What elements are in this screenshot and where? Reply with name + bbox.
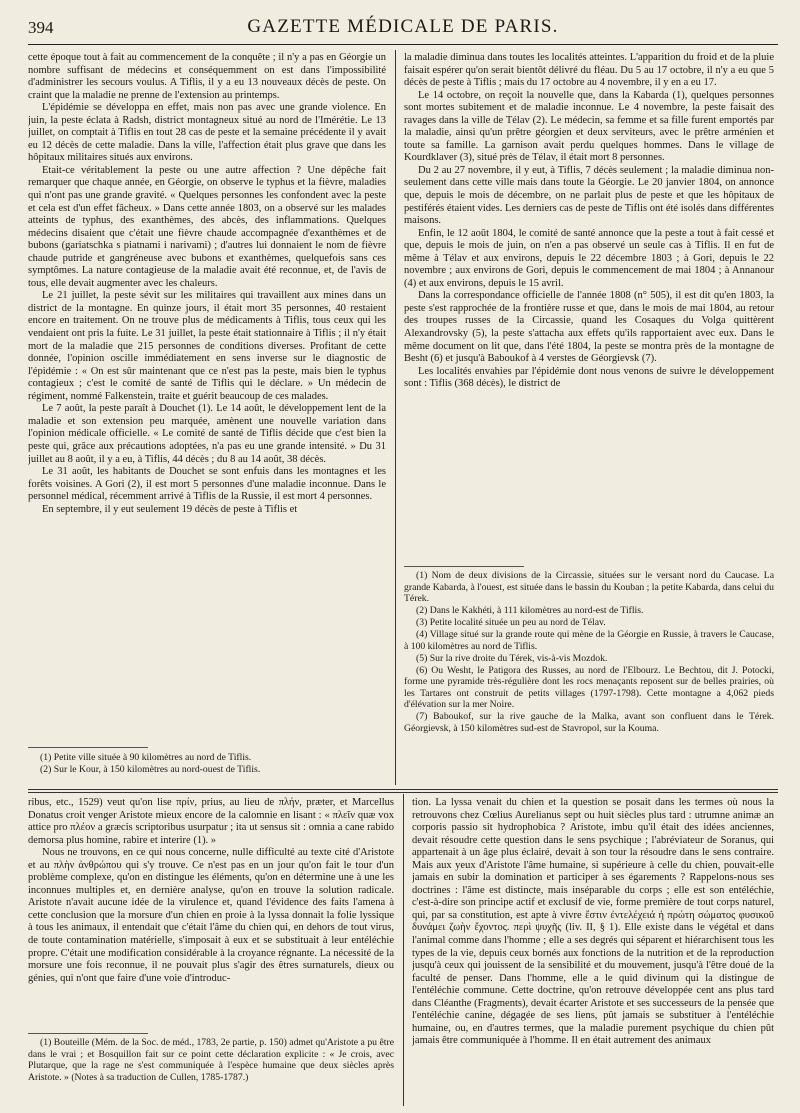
page-number: 394 — [28, 18, 54, 37]
paragraph: la maladie diminua dans toutes les localités atteintes. L'apparition du froid et de la pluie faisait espérer qu'on serait bientôt délivré du fléau. Du 5 au 17 octobre, il n'y a eu que 5 décès de peste à Tiflis ; mais du 17 octobre au 4 novembre, il y en a eu 17. — [404, 52, 774, 89]
top-left-column — [28, 52, 386, 740]
paragraph: En septembre, il y eut seulement 19 décès de peste à Tiflis et — [42, 503, 298, 515]
column-divider — [395, 50, 396, 785]
paragraph: L'épidémie se développa en effet, mais non pas avec une grande violence. En juin, la peste éclata à Radsh, district montagneux situé au nord de l'Imérétie. Le 13 juillet, on comptait à Tiflis en tout 28 cas de peste et la semaine précédente il y avait eu 12 décès de cette maladie. Dans la ville, l'affection était plus grave que dans les hôpitaux militaires situés aux environs. — [28, 102, 386, 164]
footnote: (4) Village situé sur la grande route qui mène de la Géorgie en Russie, à travers le Caucase, à 100 kilomètres au nord de Tiflis. — [404, 629, 774, 652]
paragraph: Les localités envahies par l'épidémie dont nous venons de suivre le développement sont : Tiflis (368 décès), le district de — [404, 365, 774, 390]
column-divider — [403, 794, 404, 1106]
paragraph: Dans la correspondance officielle de l'année 1808 (n° 505), il est dit qu'en 1803, la peste s'est rapprochée de la frontière russe et que, dans le mois de mai 1804, au retour des troupes russes de la Circassie, quand les Cosaques du Volga quittèrent Alexandrovsky (5), la peste s'attacha aux effets qu'ils rapportaient avec eux. Dans le même document on lit que, dans l'été 1804, la peste se montra près de la montagne de Besht (6) et jusqu'à Baboukof à 4 verstes de Géorgievsk (7). — [404, 290, 774, 365]
top-right-footnotes — [404, 570, 774, 782]
paragraph: Le 21 juillet, la peste sévit sur les militaires qui travaillent aux mines dans un district de la montagne. En quinze jours, il était mort 35 personnes, 40 restaient encore en traitement. On ne trouve plus de médicaments à Tiflis, tous ceux qui les vendaient ont pris la fuite. Le 31 juillet, la peste était stationnaire à Tiflis ; il n'y était mort de la maladie que 215 personnes de conditions diverses. Profitant de cette donnée, l'opinion oscille immédiatement en sens inverse sur le diagnostic de l'épidémie : « On est sûr maintenant que ce n'est pas la peste, mais bien le typhus contagieux ; c'est le comité de santé de Tiflis qui le déclare. » Un médecin de régiment, nommé Falkenstein, traite et guérit beaucoup de ces malades. — [28, 290, 386, 402]
bottom-left-footnotes — [28, 1037, 394, 1105]
top-left-footnotes — [28, 752, 386, 782]
footnote: (1) Bouteille (Mém. de la Soc. de méd., 1783, 2e partie, p. 150) admet qu'Aristote a pu être dans le vrai ; et Bosquillon fait sur ce point cette déclaration explicite : « Je crois, avec Plutarque, que la rage ne s'est communiquée à l'espèce humaine que deux siècles après Aristote. » (Notes à sa traduction de Cullen, 1785-1787.) — [28, 1037, 394, 1083]
paragraph: cette époque tout à fait au commencement de la conquête ; il n'y a pas en Géorgie un nombre suffisant de médecins et conséquemment on est dans l'impossibilité d'administrer les secours voulus. A Tiflis, il y a eu 13 nouveaux décès de peste. On craint que la maladie ne prenne de l'extension au printemps. — [28, 52, 386, 101]
top-right-column — [404, 52, 774, 560]
footnote-rule — [404, 566, 524, 567]
paragraph: Le 7 août, la peste paraît à Douchet (1). Le 14 août, le développement lent de la maladie et son extension peu marquée, amènent une nouvelle variation dans l'opinion médicale officielle. « Le comité de santé de Tiflis décide que c'est bien la peste qui, grâce aux précautions adoptées, n'a pas eu une grande intensité. » Du 31 juillet au 8 août, il y a eu, à Tiflis, 44 décès ; du 8 au 14 août, 38 décès. — [28, 403, 386, 465]
paragraph: Du 2 au 27 novembre, il y eut, à Tiflis, 7 décès seulement ; la maladie diminua non-seulement dans cette ville mais dans toute la Géorgie. Le 20 janvier 1804, on annonce que, depuis le mois de décembre, on ne parlait plus de peste et que les hôpitaux de pestiférés étaient vides. Les derniers cas de peste de Tiflis ont été isolés dans différentes maisons. — [404, 164, 774, 227]
footnote: (2) Sur le Kour, à 150 kilomètres au nord-ouest de Tiflis. — [40, 764, 261, 775]
page-header — [28, 14, 778, 45]
paragraph: Enfin, le 12 août 1804, le comité de santé annonce que la peste a tout à fait cessé et que, depuis le mois de juin, on n'en a pas observé un seule cas à Tiflis. Il en fut de même à Télav et aux environs, depuis le 22 décembre 1803 ; à Gori, depuis le 22 novembre ; aux environs de Gori, depuis le commencement de mai 1804 ; à Annanour (4) et aux environs, depuis le 15 avril. — [404, 227, 774, 289]
footnote: (6) Ou Wesht, le Patigora des Russes, au nord de l'Elbourz. Le Bechtou, dit J. Potocki, forme une pyramide très-régulière dont les rocs menaçants reposent sur de belles prairies, où les Tartares ont construit de petits villages (1797-1798). Cette montagne a 4,062 pieds d'élévation sur la mer Noire. — [404, 664, 774, 710]
footnote-rule — [28, 1033, 148, 1034]
section-divider — [28, 789, 778, 790]
journal-title: GAZETTE MÉDICALE DE PARIS. — [247, 16, 559, 37]
footnote: (3) Petite localité située un peu au nord de Télav. — [416, 617, 606, 628]
section-divider — [28, 792, 778, 793]
paragraph: Le 14 octobre, on reçoit la nouvelle que, dans la Kabarda (1), quelques personnes sont mortes subitement et de maladie inconnue. Le 4 novembre, la peste faisait des ravages dans la ville de Télav (2). Le médecin, sa femme et sa fille furent emportés par la maladie, ainsi qu'un prêtre géorgien et deux serviteurs, avec le prêtre arménien et toute sa famille. La garnison avait perdu quelques hommes. Dans le village de Kourdklaver (3), situé près de Télav, il était mort 8 personnes. — [404, 89, 774, 164]
paragraph: tion. La lyssa venait du chien et la question se posait dans les termes où nous la retrouvons chez Cœlius Aurelianus sept ou huit siècles plus tard : utrumne animæ an corporis passio sit hydrophobica ? Aristote, imbu qu'il était des idées anciennes, devait résoudre cette question dans le sens psychique ; l'abréviateur de Soranus, qui appartenait à un âge plus éclairé, devait à son tour la résoudre dans le sens contraire. Mais aux yeux d'Aristote l'âme humaine, si supérieure à celle du chien, pouvait-elle jamais en subir la domination et participer à ses égarements ? Rappelons-nous ses doctrines : l'âme est distincte, mais inséparable du corps ; elle est son entéléchie, c'est-à-dire son principe actif et exclusif de vie, forme première de tout corps naturel, qui, par sa constitution, est apte à vivre ἔστιν ἐντελέχειά ἡ πρώτη σώματος φυσικοῦ δυνάμει ζωὴν ἔχοντος. περὶ ψυχῆς (liv. II, § 1). Elle existe dans le végétal et dans l'animal comme dans l'homme ; elle a ses degrés qui séparent et hiérarchisent tous les types de la vie, depuis ceux bornés aux fonctions de la nutrition et de la reproduction jusqu'à ceux qui jouissent de la sensibilité et du mouvement, jusqu'à l'être doué de la faculté de penser. Dans l'homme, elle a le quid divinum qui la distingue de l'entéléchie commune. Cette doctrine, qu'on retrouve développée cent ans plus tard dans Cléanthe (Fragments), devait écarter Aristote et ses successeurs de la pensée que l'entéléchie canine, dégagée de ses liens, pût jamais se substituer à l'entéléchie humaine, ou, en d'autres termes, que la maladie purement psychique du chien pût jamais être communiquée à l'homme. Il en était autrement des animaux — [412, 797, 774, 1047]
footnote: (5) Sur la rive droite du Térek, vis-à-vis Mozdok. — [416, 652, 608, 664]
paragraph: ribus, etc., 1529) veut qu'on lise πρίν, prius, au lieu de πλήν, præter, et Marcellus Donatus croit venger Aristote mieux encore de la calomnie en lisant : « πλεῖν quæ vox attice pro πλέον a græcis scriptoribus usurpatur ; ita ut sensus sit : omnia a cane rabido demorsa plus homine, rabire et interire (1). » — [28, 797, 394, 846]
paragraph: Etait-ce véritablement la peste ou une autre affection ? Une dépêche fait remarquer que chaque année, en Géorgie, on observe le typhus et la fièvre, maladies qui n'ont pas une grande gravité. « Quelques personnes les confondent avec la peste et cela est d'un effet fâcheux. » Dans cette année 1803, on a observé sur les malades atteints de typhus, des exanthèmes, des abcès, des inflammations. Quelques médecins disaient que c'était une fièvre chaude accompagnée d'exanthèmes et de bubons (gariatschka s piatnami i narivami) ; d'autres lui donnaient le nom de fièvre chaude putride et gangréneuse avec bubons et exanthèmes, quelquefois sans ces symptômes. La nature contagieuse de la maladie avait été reconnue, et, de l'avis de tous, elle devait augmenter avec les chaleurs. — [28, 164, 386, 289]
footnote: (1) Petite ville située à 90 kilomètres au nord de Tiflis. — [40, 752, 252, 763]
bottom-right-column — [412, 797, 774, 1103]
paragraph: Le 31 août, les habitants de Douchet se sont enfuis dans les montagnes et les forêts voisines. A Gori (2), il est mort 5 personnes d'une maladie inconnue. Dans le personnel médical, récemment arrivé à Tiflis de la Russie, il est mort 4 personnes. — [28, 466, 386, 503]
footnote-rule — [28, 747, 148, 748]
paragraph: Nous ne trouvons, en ce qui nous concerne, nulle difficulté au texte cité d'Aristote et au πλὴν ἀνθρώπου qui s'y trouve. Ce n'est pas en un jour qu'on fait le tour d'un problème complexe, qu'on en distingue les éléments, qu'on en détermine une à une les inconnues multiples et, en dernière analyse, qu'on en trouve la solution radicale. Aristote n'avait aucune idée de la virulence et, quand l'évidence des faits l'amena à cette conclusion que la morsure d'un chien en proie à la lyssa donnait la folie lyssique à tous les animaux, il entendait que c'était l'âme du chien qui, en dehors de tout virus, de toute contamination matérielle, s'imposait à eux et se substituait à leur entéléchie propre. C'était une modification considérable à la croyance régnante. La nécessité de la morsure une fois reconnue, il ne pouvait plus s'agir des êtres surnaturels, dieux ou génies, qui n'ont que faire d'une voie d'introduc- — [28, 847, 394, 984]
footnote: (7) Baboukof, sur la rive gauche de la Malka, avant son confluent dans le Térek. Géorgievsk, à 150 kilomètres sud-est de Stavropol, sur la Kouma. — [404, 711, 774, 734]
bottom-left-column — [28, 797, 394, 1027]
footnote: (1) Nom de deux divisions de la Circassie, situées sur le versant nord du Caucase. La grande Kabarda, à l'ouest, est située dans le bassin du Kouban ; la petite Kabarda, dans celui du Térek. — [404, 570, 774, 604]
footnote: (2) Dans le Kakhéti, à 111 kilomètres au nord-est de Tiflis. — [416, 605, 644, 616]
